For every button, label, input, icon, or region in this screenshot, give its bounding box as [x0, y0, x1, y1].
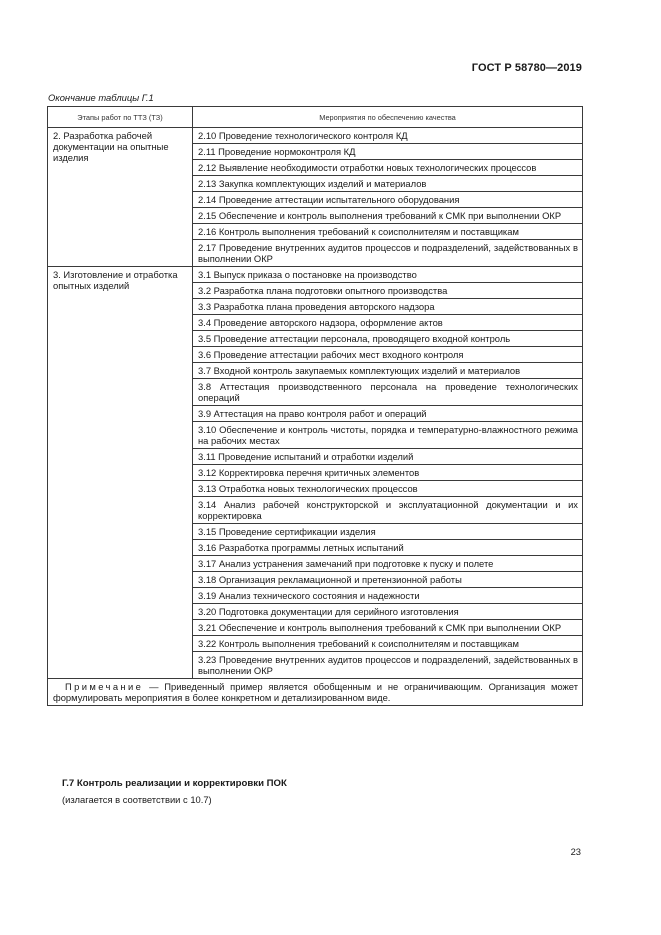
measure-cell: 2.13 Закупка комплектующих изделий и материалов	[193, 176, 583, 192]
measure-cell: 3.23 Проведение внутренних аудитов процессов и подразделений, задействованных в выполнении ОКР	[193, 652, 583, 679]
measure-cell: 3.6 Проведение аттестации рабочих мест входного контроля	[193, 347, 583, 363]
column-header-stages: Этапы работ по ТТЗ (ТЗ)	[48, 107, 193, 128]
measure-cell: 2.11 Проведение нормоконтроля КД	[193, 144, 583, 160]
measure-cell: 3.22 Контроль выполнения требований к соисполнителям и поставщикам	[193, 636, 583, 652]
note-text: — Приведенный пример является обобщенным и не ограничивающим. Организация может формулировать мероприятия в более конкретном и детализированном виде.	[53, 681, 578, 703]
measure-cell: 3.7 Входной контроль закупаемых комплектующих изделий и материалов	[193, 363, 583, 379]
measure-cell: 3.11 Проведение испытаний и отработки изделий	[193, 449, 583, 465]
measure-cell: 3.8 Аттестация производственного персонала на проведение технологических операций	[193, 379, 583, 406]
measure-cell: 3.19 Анализ технического состояния и надежности	[193, 588, 583, 604]
stage-cell: 2. Разработка рабочей документации на опытные изделия	[48, 128, 193, 267]
note-label: Примечание	[65, 681, 144, 692]
table-body	[48, 128, 583, 679]
measure-cell: 2.14 Проведение аттестации испытательного оборудования	[193, 192, 583, 208]
measure-cell: 3.13 Отработка новых технологических процессов	[193, 481, 583, 497]
standard-number: ГОСТ Р 58780—2019	[471, 62, 582, 74]
measure-cell: 3.2 Разработка плана подготовки опытного производства	[193, 283, 583, 299]
column-header-measures: Мероприятия по обеспечению качества	[193, 107, 583, 128]
section-heading: Г.7 Контроль реализации и корректировки ПОК	[62, 778, 287, 789]
measure-cell: 3.5 Проведение аттестации персонала, проводящего входной контроль	[193, 331, 583, 347]
measure-cell: 2.12 Выявление необходимости отработки новых технологических процессов	[193, 160, 583, 176]
measure-cell: 3.12 Корректировка перечня критичных элементов	[193, 465, 583, 481]
measure-cell: 2.17 Проведение внутренних аудитов процессов и подразделений, задействованных в выполнении ОКР	[193, 240, 583, 267]
table-row	[48, 267, 583, 283]
measure-cell: 3.15 Проведение сертификации изделия	[193, 524, 583, 540]
measure-cell: 3.20 Подготовка документации для серийного изготовления	[193, 604, 583, 620]
table-caption: Окончание таблицы Г.1	[48, 92, 154, 103]
note-row	[48, 679, 583, 706]
measure-cell: 3.18 Организация рекламационной и претензионной работы	[193, 572, 583, 588]
measure-cell: 2.10 Проведение технологического контроля КД	[193, 128, 583, 144]
measure-cell: 3.10 Обеспечение и контроль чистоты, порядка и температурно-влажностного режима на рабочих местах	[193, 422, 583, 449]
table-note	[48, 679, 583, 706]
measure-cell: 2.16 Контроль выполнения требований к соисполнителям и поставщикам	[193, 224, 583, 240]
measure-cell: 3.3 Разработка плана проведения авторского надзора	[193, 299, 583, 315]
stage-cell: 3. Изготовление и отработка опытных изделий	[48, 267, 193, 679]
table-row	[48, 128, 583, 144]
page-number: 23	[570, 846, 581, 857]
measure-cell: 3.4 Проведение авторского надзора, оформление актов	[193, 315, 583, 331]
measure-cell: 3.9 Аттестация на право контроля работ и операций	[193, 406, 583, 422]
measure-cell: 3.14 Анализ рабочей конструкторской и эксплуатационной документации и их корректировка	[193, 497, 583, 524]
measure-cell: 3.16 Разработка программы летных испытаний	[193, 540, 583, 556]
quality-measures-table	[47, 106, 583, 706]
measure-cell: 3.17 Анализ устранения замечаний при подготовке к пуску и полете	[193, 556, 583, 572]
section-subtext: (излагается в соответствии с 10.7)	[62, 794, 212, 805]
measure-cell: 2.15 Обеспечение и контроль выполнения требований к СМК при выполнении ОКР	[193, 208, 583, 224]
measure-cell: 3.21 Обеспечение и контроль выполнения требований к СМК при выполнении ОКР	[193, 620, 583, 636]
table-header-row	[48, 107, 583, 128]
measure-cell: 3.1 Выпуск приказа о постановке на производство	[193, 267, 583, 283]
